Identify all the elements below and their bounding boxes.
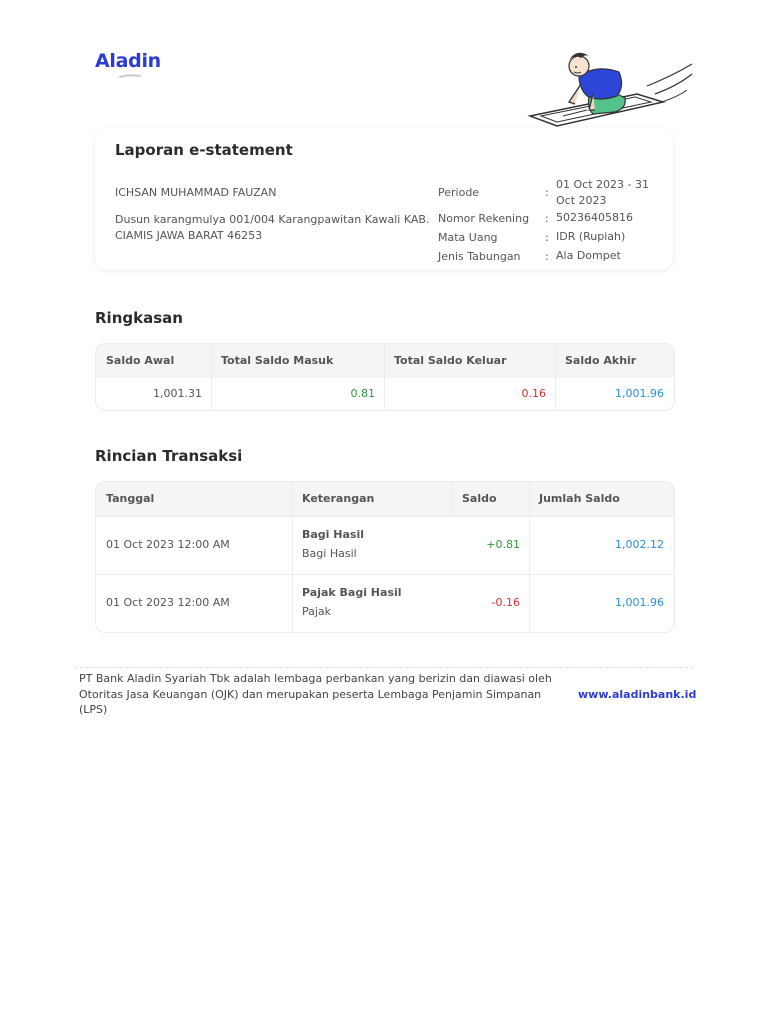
logo-swoosh-icon bbox=[119, 73, 141, 79]
field-value-nomor-rekening: 50236405816 bbox=[556, 211, 633, 224]
summary-value-saldo-akhir: 1,001.96 bbox=[615, 387, 664, 400]
tx-header-keterangan: Keterangan bbox=[302, 492, 375, 505]
brand-logo bbox=[95, 50, 161, 72]
account-holder-name: ICHSAN MUHAMMAD FAUZAN bbox=[115, 186, 277, 199]
summary-header-saldo-masuk: Total Saldo Masuk bbox=[221, 354, 334, 367]
field-value-jenis-tabungan: Ala Dompet bbox=[556, 249, 621, 262]
summary-title: Ringkasan bbox=[95, 309, 183, 327]
summary-header-saldo-awal: Saldo Awal bbox=[106, 354, 175, 367]
field-label-periode: Periode bbox=[438, 186, 480, 199]
tx-header-jumlah-saldo: Jumlah Saldo bbox=[539, 492, 620, 505]
field-label-jenis-tabungan: Jenis Tabungan bbox=[438, 250, 521, 263]
statement-title: Laporan e-statement bbox=[115, 141, 293, 159]
transactions-table-header bbox=[96, 482, 674, 516]
summary-header-saldo-akhir: Saldo Akhir bbox=[565, 354, 637, 367]
logo-text: Aladin bbox=[95, 50, 161, 72]
tx-row-2-amount: -0.16 bbox=[491, 596, 520, 609]
column-divider bbox=[384, 344, 385, 410]
field-label-mata-uang: Mata Uang bbox=[438, 231, 498, 244]
tx-row-2-date: 01 Oct 2023 12:00 AM bbox=[106, 596, 230, 609]
tx-row-2-balance: 1,001.96 bbox=[615, 596, 664, 609]
field-value-periode: 01 Oct 2023 - 31 Oct 2023 bbox=[556, 178, 649, 207]
summary-value-saldo-keluar: 0.16 bbox=[521, 387, 546, 400]
tx-row-1-desc-sub: Bagi Hasil bbox=[302, 547, 357, 560]
tx-header-tanggal: Tanggal bbox=[106, 492, 155, 505]
summary-table-header bbox=[96, 344, 674, 378]
footer-website-link[interactable]: www.aladinbank.id bbox=[578, 688, 697, 701]
tx-row-2-desc-sub: Pajak bbox=[302, 605, 332, 618]
row-divider bbox=[96, 516, 674, 517]
field-label-nomor-rekening: Nomor Rekening bbox=[438, 212, 530, 225]
tx-row-1-balance: 1,002.12 bbox=[615, 538, 664, 551]
column-divider bbox=[211, 344, 212, 410]
tx-row-1-desc-title: Bagi Hasil bbox=[302, 528, 364, 541]
transactions-table bbox=[95, 481, 675, 633]
summary-table bbox=[95, 343, 675, 411]
column-divider bbox=[555, 344, 556, 410]
column-divider bbox=[529, 482, 530, 632]
field-colon: : bbox=[545, 186, 549, 199]
flying-carpet-illustration-icon bbox=[527, 46, 693, 130]
account-holder-address: Dusun karangmulya 001/004 Karangpawitan Kawali KAB. CIAMIS JAWA BARAT 46253 bbox=[115, 213, 430, 242]
transactions-title: Rincian Transaksi bbox=[95, 447, 243, 465]
tx-row-1-date: 01 Oct 2023 12:00 AM bbox=[106, 538, 230, 551]
summary-value-saldo-awal: 1,001.31 bbox=[153, 387, 202, 400]
footer-divider bbox=[75, 667, 693, 668]
tx-row-2-desc-title: Pajak Bagi Hasil bbox=[302, 586, 402, 599]
tx-header-saldo: Saldo bbox=[462, 492, 497, 505]
field-colon: : bbox=[545, 231, 549, 244]
field-colon: : bbox=[545, 250, 549, 263]
summary-value-saldo-masuk: 0.81 bbox=[350, 387, 375, 400]
row-divider bbox=[96, 574, 674, 575]
tx-row-1-amount: +0.81 bbox=[486, 538, 520, 551]
summary-header-saldo-keluar: Total Saldo Keluar bbox=[394, 354, 507, 367]
field-value-mata-uang: IDR (Rupiah) bbox=[556, 230, 626, 243]
footer-disclaimer: PT Bank Aladin Syariah Tbk adalah lembaga perbankan yang berizin dan diawasi oleh Otoritas Jasa Keuangan (OJK) dan merupakan peserta Lembaga Penjamin Simpanan (LPS) bbox=[79, 672, 552, 716]
column-divider bbox=[292, 482, 293, 632]
field-colon: : bbox=[545, 212, 549, 225]
column-divider bbox=[452, 482, 453, 516]
statement-info-card bbox=[95, 128, 673, 270]
